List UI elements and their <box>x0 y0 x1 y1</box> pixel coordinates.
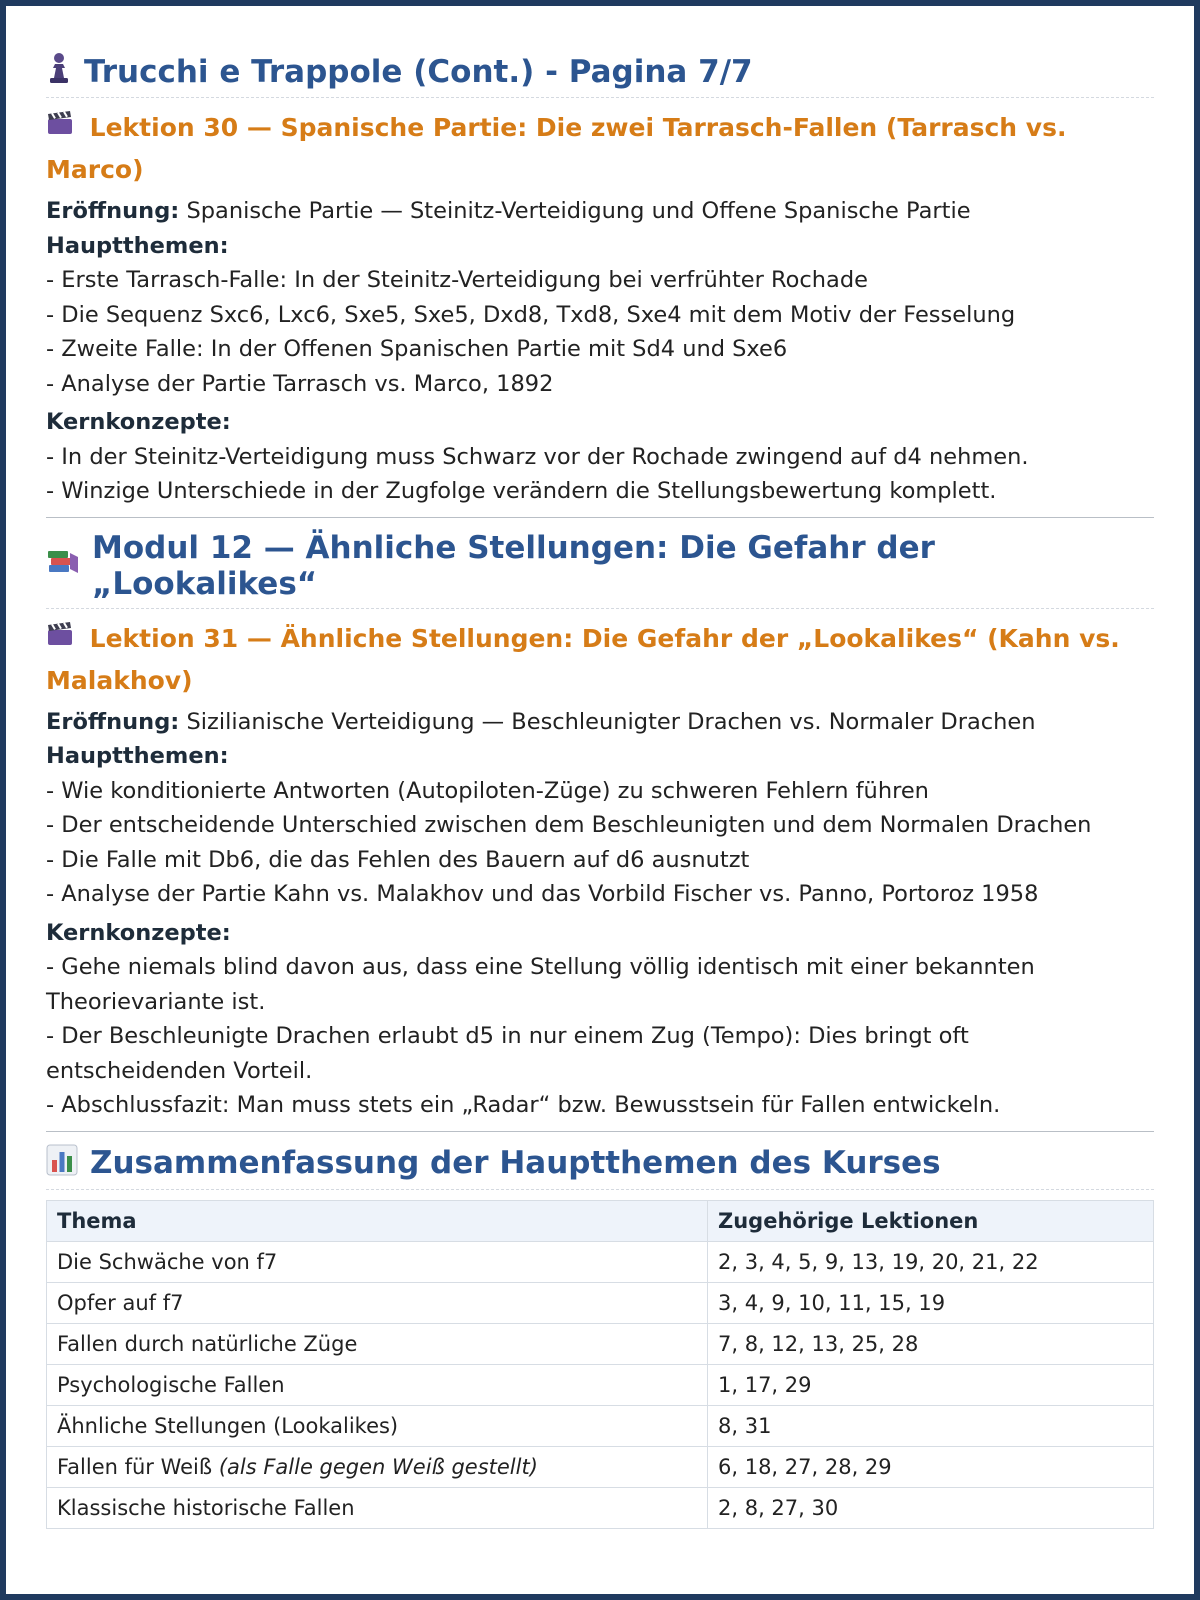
topic-note: (als Falle gegen Weiß gestellt) <box>218 1454 538 1479</box>
list-item: - Analyse der Partie Kahn vs. Malakhov und das Vorbild Fischer vs. Panno, Portoroz 1958 <box>46 881 1039 907</box>
table-cell-topic: Ähnliche Stellungen (Lookalikes) <box>47 1405 708 1446</box>
bar-chart-icon <box>46 1144 78 1183</box>
summary-table <box>46 1200 1154 1529</box>
table-row <box>47 1487 1154 1528</box>
list-item: - Wie konditionierte Antworten (Autopiloten-Züge) zu schweren Fehlern führen <box>46 777 929 804</box>
clapperboard-icon <box>46 117 82 142</box>
table-cell-topic: Fallen durch natürliche Züge <box>47 1323 708 1364</box>
topic-text: Fallen für Weiß <box>57 1454 213 1479</box>
table-cell-lessons: 1, 17, 29 <box>708 1364 1154 1405</box>
list-item: - Analyse der Partie Tarrasch vs. Marco, 1892 <box>46 370 554 397</box>
list-item: - Die Falle mit Db6, die das Fehlen des Bauern auf d6 ausnutzt <box>46 846 750 873</box>
column-header-lessons: Zugehörige Lektionen <box>708 1200 1154 1241</box>
lesson-30-title: Lektion 30 — Spanische Partie: Die zwei Tarrasch-Fallen (Tarrasch vs. Marco) <box>46 113 1067 184</box>
list-item: - Erste Tarrasch-Falle: In der Steinitz-Verteidigung bei verfrühter Rochade <box>46 267 868 293</box>
table-cell-lessons: 6, 18, 27, 28, 29 <box>708 1446 1154 1487</box>
table-header-row <box>47 1200 1154 1241</box>
table-row <box>47 1446 1154 1487</box>
clapperboard-icon <box>46 628 82 653</box>
section-divider <box>46 1131 1154 1132</box>
table-cell-lessons: 2, 3, 4, 5, 9, 13, 19, 20, 21, 22 <box>708 1241 1154 1282</box>
section-divider <box>46 517 1154 518</box>
table-row <box>47 1364 1154 1405</box>
list-item: - Die Sequenz Sxc6, Lxc6, Sxe5, Sxe5, Dxd8, Txd8, Sxe4 mit dem Motiv der Fesselung <box>46 301 1016 328</box>
table-cell-topic: Klassische historische Fallen <box>47 1487 708 1528</box>
document-page <box>6 6 1194 1529</box>
lesson-30-themes-label: Hauptthemen: <box>46 232 229 259</box>
lesson-31-themes-label: Hauptthemen: <box>46 743 229 769</box>
page-title: Trucchi e Trappole (Cont.) - Pagina 7/7 <box>46 52 1154 98</box>
table-cell-topic <box>47 1446 708 1487</box>
table-row <box>47 1282 1154 1323</box>
chess-pawn-icon <box>46 52 72 91</box>
table-row <box>47 1241 1154 1282</box>
lesson-30-concepts-label: Kernkonzepte: <box>46 409 231 435</box>
summary-title: Zusammenfassung der Hauptthemen des Kurses <box>46 1144 1154 1190</box>
table-cell-lessons: 3, 4, 9, 10, 11, 15, 19 <box>708 1282 1154 1323</box>
table-cell-lessons: 2, 8, 27, 30 <box>708 1487 1154 1528</box>
books-icon <box>46 547 80 584</box>
table-cell-topic: Opfer auf f7 <box>47 1282 708 1323</box>
lesson-31-concepts-label: Kernkonzepte: <box>46 919 231 946</box>
lesson-31-title: Lektion 31 — Ähnliche Stellungen: Die Gefahr der „Lookalikes“ (Kahn vs. Malakhov) <box>46 623 1120 695</box>
list-item: - Zweite Falle: In der Offenen Spanischen Partie mit Sd4 und Sxe6 <box>46 336 788 362</box>
table-cell-lessons: 8, 31 <box>708 1405 1154 1446</box>
list-item: - Der entscheidende Unterschied zwischen dem Beschleunigten und dem Normalen Drachen <box>46 812 1092 838</box>
list-item: - Gehe niemals blind davon aus, dass eine Stellung völlig identisch mit einer bekannten Theorievariante ist. <box>46 954 1035 1015</box>
table-row <box>47 1405 1154 1446</box>
column-header-topic: Thema <box>47 1200 708 1241</box>
lesson-30-opening: Eröffnung: Spanische Partie — Steinitz-Verteidigung und Offene Spanische Partie <box>46 198 971 224</box>
lesson-31-opening: Eröffnung: Sizilianische Verteidigung — Beschleunigter Drachen vs. Normaler Drachen <box>46 708 1036 735</box>
module-12-title: Modul 12 — Ähnliche Stellungen: Die Gefahr der „Lookalikes“ <box>46 530 1154 609</box>
table-cell-topic: Psychologische Fallen <box>47 1364 708 1405</box>
list-item: - Winzige Unterschiede in der Zugfolge verändern die Stellungsbewertung komplett. <box>46 478 997 504</box>
list-item: - Abschlussfazit: Man muss stets ein „Radar“ bzw. Bewusstsein für Fallen entwickeln. <box>46 1092 1001 1118</box>
table-cell-topic: Die Schwäche von f7 <box>47 1241 708 1282</box>
list-item: - In der Steinitz-Verteidigung muss Schwarz vor der Rochade zwingend auf d4 nehmen. <box>46 443 1029 470</box>
list-item: - Der Beschleunigte Drachen erlaubt d5 in nur einem Zug (Tempo): Dies bringt oft entscheidenden Vorteil. <box>46 1023 969 1084</box>
table-row <box>47 1323 1154 1364</box>
table-cell-lessons: 7, 8, 12, 13, 25, 28 <box>708 1323 1154 1364</box>
